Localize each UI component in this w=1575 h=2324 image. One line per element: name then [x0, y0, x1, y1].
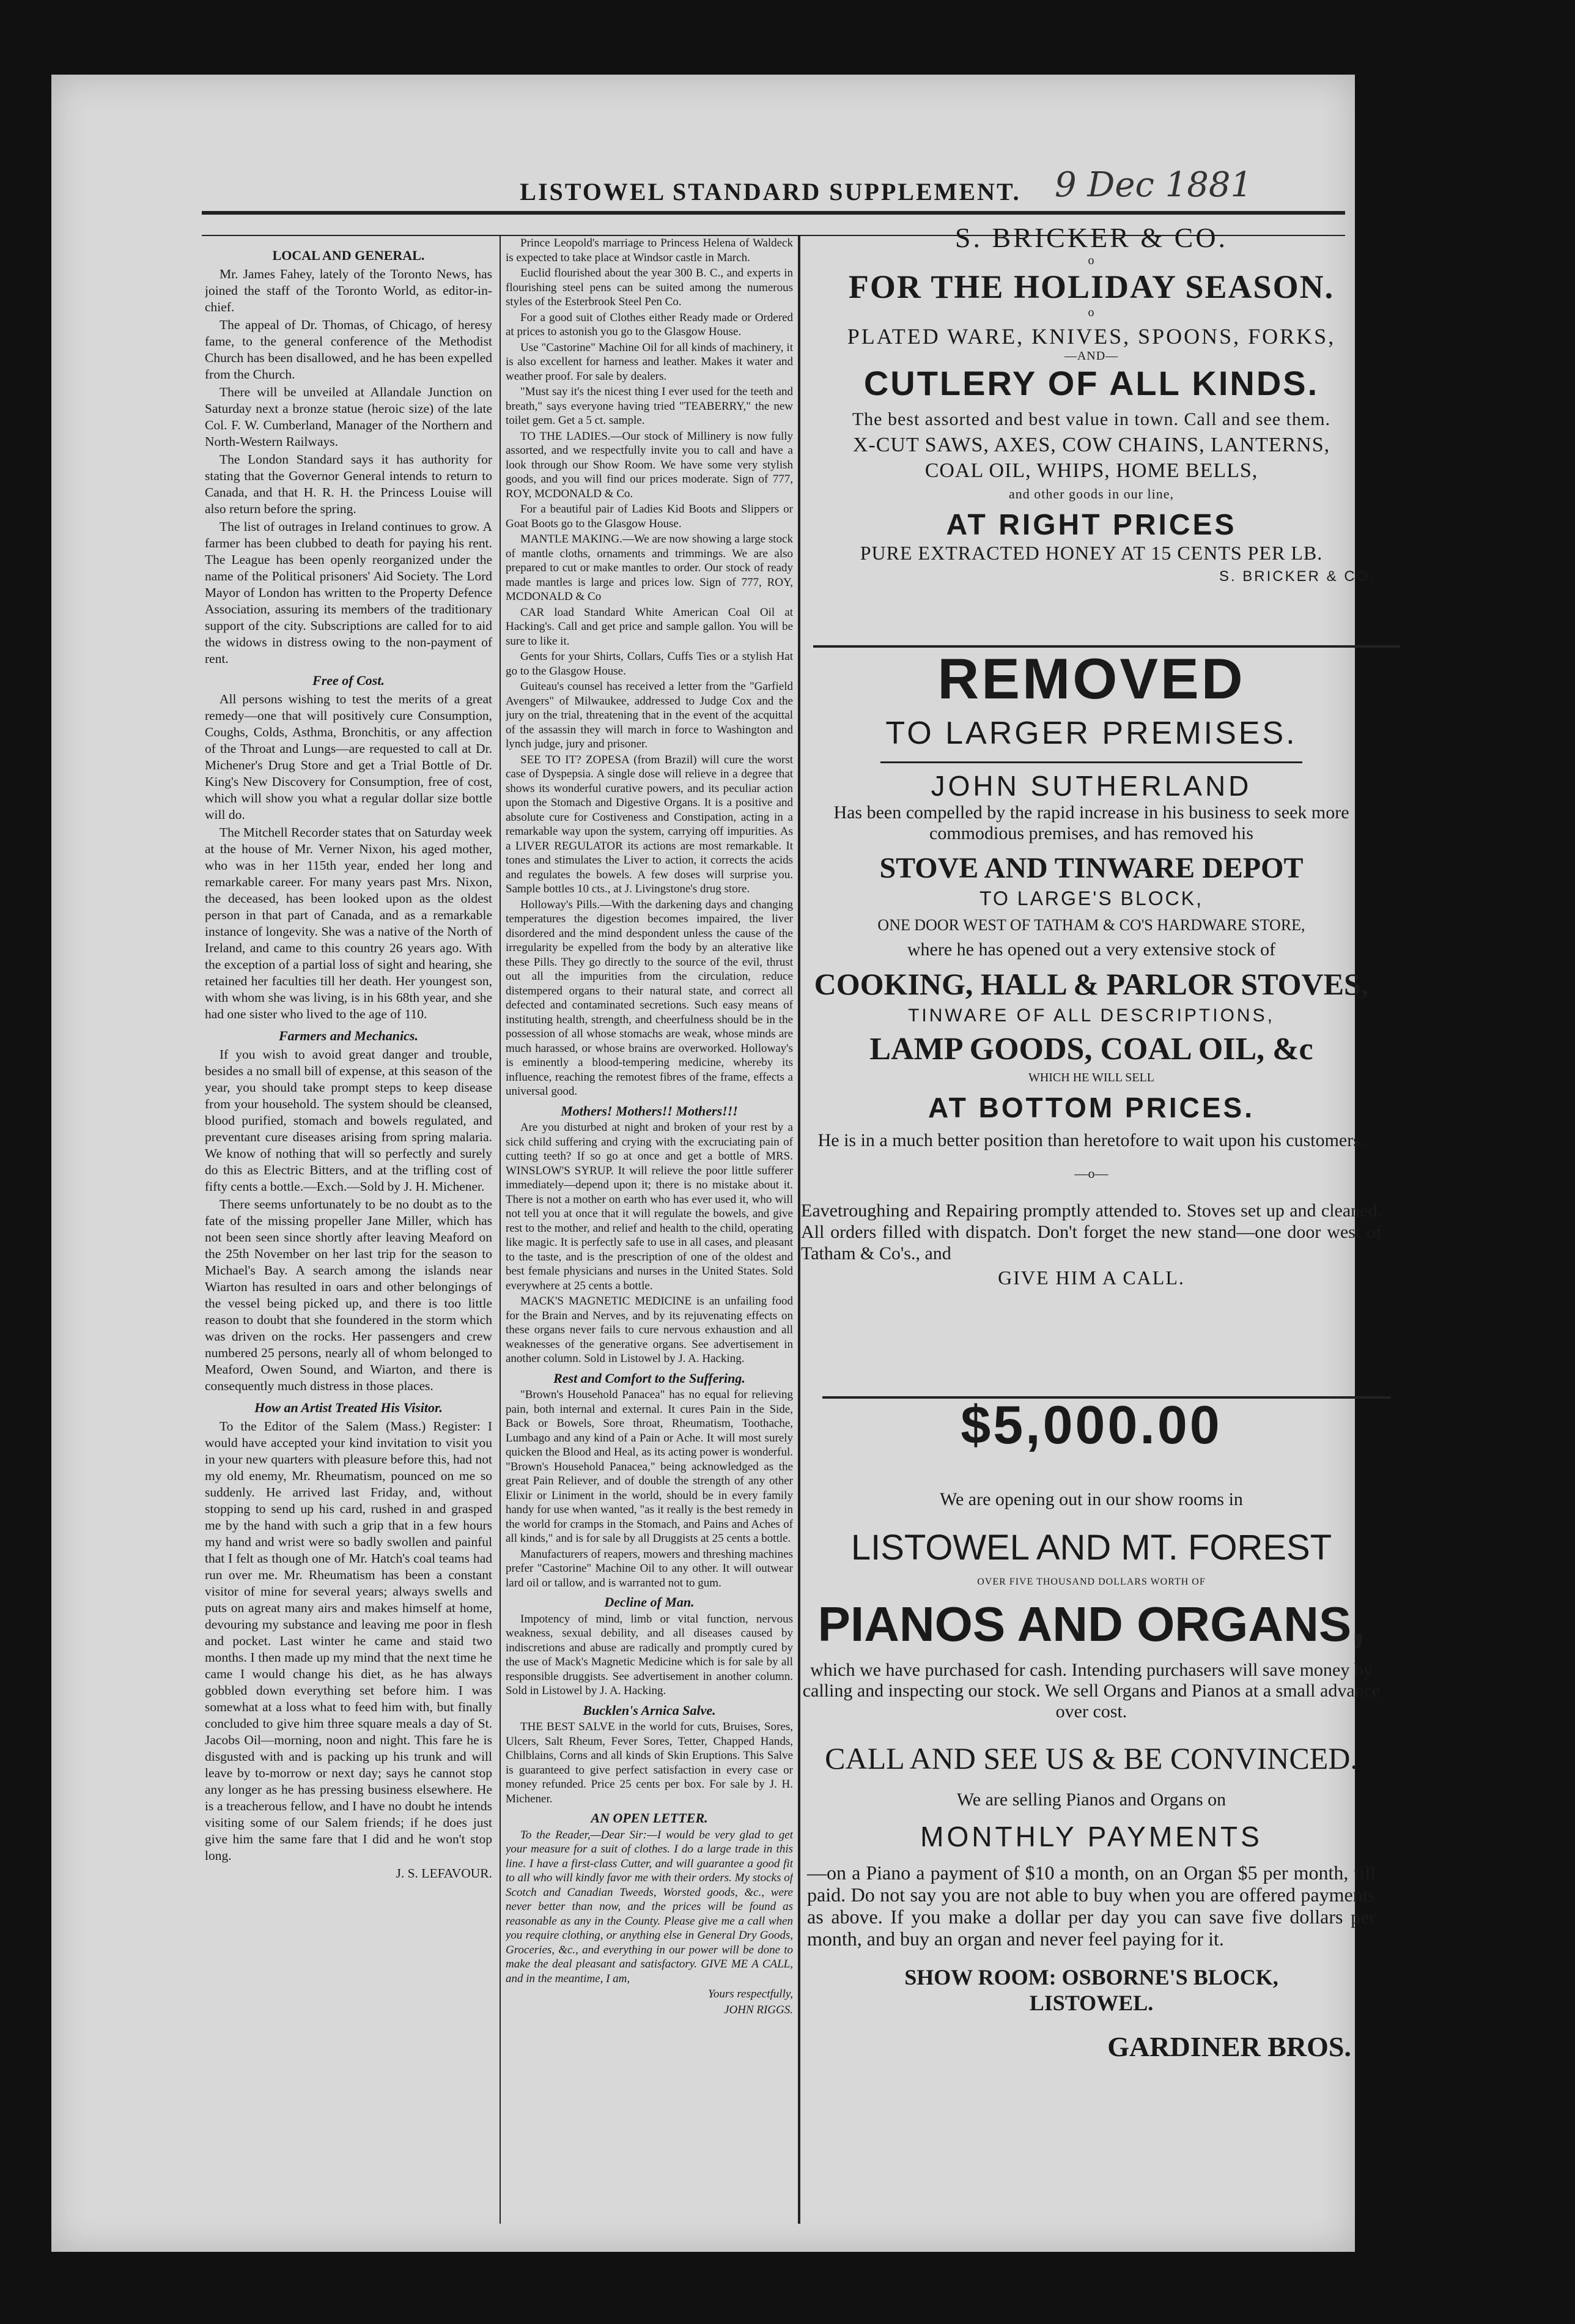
- ornament: o: [1088, 254, 1095, 267]
- ad-gardiner: [789, 1391, 1394, 2063]
- news-item: "Must say it's the nicest thing I ever used for the teeth and breath," says everyone having tried "TEABERRY," the new toilet gem. Get a 5 ct. sample.: [506, 385, 793, 427]
- item-heading: Mothers! Mothers!! Mothers!!!: [561, 1103, 738, 1119]
- news-item: All persons wishing to test the merits of a great remedy—one that will positively cure Consumption, Coughs, Colds, Asthma, Bronchitis, or any affection of the Throat and Lungs—are requested to call at Dr. Michener's Drug Store and get a Trial Bottle of Dr. King's New Discovery for Consumption, free of cost, which will show you what a regular dollar size bottle will do.: [205, 692, 492, 822]
- news-item: The Mitchell Recorder states that on Saturday week at the house of Mr. Verner Nixon, his aged mother, who was in her 115th year, ended her long and remarkable career. For many years past Mrs. Nixon, the deceased, has been looked upon as the oldest person in that part of Canada, and as a remarkable instance of longevity. She was a native of the North of Ireland, and came to this country 26 years ago. With the exception of a partial loss of sight and hearing, she retained her faculties till her death. Her youngest son, with whom she was living, is in his 68th year, and she had one sister who lived to the age of 110.: [205, 825, 492, 1021]
- news-item: Are you disturbed at night and broken of your rest by a sick child suffering and crying with the excruciating pain of cutting teeth? If so go at once and get a bottle of MRS. WINSLOW'S SYRUP. It will relieve the poor little sufferer immediately—depend upon it; there is no mistake about it. There is not a mother on earth who has ever used it, who will not tell you at once that it will regulate the bowels, and give rest to the mother, and relief and health to the child, operating like magic. It is perfectly safe to use in all cases, and pleasant to the taste, and is the prescription of one of the oldest and best female physicians and nurses in the United States. Sold everywhere at 25 cents a bottle.: [506, 1121, 793, 1292]
- ad-headline: FOR THE HOLIDAY SEASON.: [848, 268, 1335, 305]
- ad-line: LAMP GOODS, COAL OIL, &c: [869, 1032, 1313, 1067]
- news-item: CAR load Standard White American Coal Oil at Hacking's. Call and get price and sample gallon. You will be sure to like it.: [506, 605, 793, 648]
- ad-line: LISTOWEL AND MT. FOREST: [850, 1528, 1332, 1567]
- ad-line: Has been compelled by the rapid increase in his business to seek more commodious premises, and has removed his: [833, 802, 1349, 843]
- news-item: Mr. James Fahey, lately of the Toronto News, has joined the staff of the Toronto World, as editor-in-chief.: [205, 267, 492, 314]
- news-item: "Brown's Household Panacea" has no equal for relieving pain, both internal and external. It cures Pain in the Side, Back or Bowels, Sore throat, Rheumatism, Toothache, Lumbago and any kind of a Pain or Ache. It will most surely quicken the Blood and Heal, as its acting power is wonderful. "Brown's Household Panacea," being acknowledged as the great Pain Reliever, and of double the strength of any other Elixir or Liniment in the world, should be in every family handy for use when wanted, "as it really is the best remedy in the world for cramps in the Stomach, and Pains and Aches of all kinds," and is for sale by all Druggists at 25 cents a bottle.: [506, 1388, 793, 1545]
- ad-line: CALL AND SEE US & BE CONVINCED.: [825, 1741, 1358, 1775]
- ad-line: COOKING, HALL & PARLOR STOVES,: [814, 967, 1369, 1001]
- letter-text: To the Reader,—Dear Sir:—I would be very glad to get your measure for a suit of clothes. I do a large trade in this line. I have a first-class Cutter, and will guarantee a good fit to all who will kindly favor me with their orders. My stocks of Scotch and Canadian Tweeds, Worsted goods, &c., were never better than now, and the prices will be found as reasonable as any in the County. Please give me a call when you require clothing, or anything else in General Dry Goods, Groceries, &c., and everything in our power will be done to make the deal pleasant and satisfactory. GIVE ME A CALL, and in the meantime, I am,: [506, 1828, 793, 1985]
- ad-line: SHOW ROOM: OSBORNE'S BLOCK,: [904, 1965, 1278, 1989]
- column-divider-1: [500, 236, 501, 2224]
- ad-line: WHICH HE WILL SELL: [1028, 1071, 1155, 1084]
- ad-bricker: [789, 221, 1394, 585]
- ad-firm-name: S. BRICKER & CO.: [954, 222, 1228, 253]
- ad-line: The best assorted and best value in town. Call and see them.: [852, 409, 1331, 429]
- item-heading: AN OPEN LETTER.: [591, 1810, 708, 1826]
- ad-headline: REMOVED: [937, 646, 1245, 711]
- news-item: Manufacturers of reapers, mowers and threshing machines prefer "Castorine" Machine Oil to any other. It will outwear lard oil or tallow, and is warranted not to gum.: [506, 1547, 793, 1589]
- ad-line: TO LARGER PREMISES.: [885, 716, 1297, 751]
- ad-line: Eavetroughing and Repairing promptly attended to. Stoves set up and cleaned. All orders filled with dispatch. Don't forget the new stand—one door west of Tatham & Co's., and: [801, 1201, 1382, 1264]
- news-item: Impotency of mind, limb or vital function, nervous weakness, sexual debility, and all diseases caused by indiscretions and abuse are radically and promptly cured by the use of Mack's Magnetic Medicine which is for sale by all responsible druggists. See advertisement in another column. Sold in Listowel by J. A. Hacking.: [506, 1612, 793, 1697]
- item-heading: Decline of Man.: [604, 1594, 695, 1610]
- letter-text: To the Editor of the Salem (Mass.) Register: I would have accepted your kind invitation to visit you in your new quarters with pleasure before this, had not my old enemy, Mr. Rheumatism, pounced on me so suddenly. He arrived last Friday, and, without stopping to send up his card, rushed in and grasped me by the hand with such a grip that in a few hours my hand and wrist were so badly swollen and painful that I felt as though one of Mr. Hatch's coal teams had run over me. Mr. Rheumatism has been a constant visitor of mine for several years; always swells and puts on agreat many airs and makes himself at home, devouring my substance and leaving me poor in flesh and pocket. Last winter he came and staid two months. I then made up my mind that the next time he came I would change his diet, as he has always gobbled down everything set before him. I was somewhat at a loss what to feed him with, but finally concluded to give him three square meals a day of St. Jacobs Oil—morning, noon and night. This fare he is disgusted with and is packing up his trunk and will leave by to-morrow or next day; says he cannot stop any longer as he has pressing business elsewhere. He is a treacherous fellow, and I have no doubt he intends visiting some of our Salem friends; if he does just give him the same fare that I did and he won't stop long.: [205, 1419, 492, 1863]
- ad-line: PURE EXTRACTED HONEY AT 15 CENTS PER LB.: [860, 542, 1323, 564]
- news-item: For a good suit of Clothes either Ready made or Ordered at prices to astonish you go to the Glasgow House.: [506, 311, 793, 338]
- ad-line: MONTHLY PAYMENTS: [920, 1821, 1263, 1852]
- item-heading: Rest and Comfort to the Suffering.: [553, 1370, 745, 1386]
- section-heading: LOCAL AND GENERAL.: [272, 248, 425, 263]
- news-item: THE BEST SALVE in the world for cuts, Bruises, Sores, Ulcers, Salt Rheum, Fever Sores, Tetter, Chapped Hands, Chilblains, Corns and all kinds of Skin Eruptions. This Salve is guaranteed to give perfect satisfaction in every case or money refunded. Price 25 cents per box. For sale by J. H. Michener.: [506, 1720, 793, 1805]
- ad-signature: GARDINER BROS.: [1107, 2031, 1351, 2062]
- ad-sutherland: [789, 645, 1394, 1289]
- item-heading: Free of Cost.: [312, 673, 385, 688]
- ad-line: AT RIGHT PRICES: [946, 509, 1237, 541]
- ad-line: LISTOWEL.: [1029, 1991, 1154, 2015]
- news-item: Guiteau's counsel has received a letter from the "Garfield Avengers" of Milwaukee, addressed to Judge Cox and the jury on the trial, threatening that in the event of the acquittal of the assassin they will march in force to Washington and lynch judge, jury and prisoner.: [506, 680, 793, 750]
- ad-rule: [880, 761, 1302, 763]
- news-item: Prince Leopold's marriage to Princess Helena of Waldeck is expected to take place at Windsor castle in March.: [506, 237, 793, 264]
- ad-line: STOVE AND TINWARE DEPOT: [879, 852, 1304, 884]
- item-heading: Farmers and Mechanics.: [279, 1028, 418, 1043]
- news-item: Gents for your Shirts, Collars, Cuffs Ties or a stylish Hat go to the Glasgow House.: [506, 650, 793, 678]
- ad-line: S. BRICKER & CO.: [1219, 568, 1376, 585]
- handwritten-date: 9 Dec 1881: [1055, 165, 1253, 205]
- news-item: There seems unfortunately to be no doubt as to the fate of the missing propeller Jane Miller, which has not been seen since shortly after leaving Meaford on the 25th November on her last trip for the season to Michael's Bay. A search among the islands near Wiarton has resulted in oars and other belongings of the vessel being picked up, and there is too little reason to doubt that she foundered in the storm which was driven on the rocks. Her passengers and crew numbered 25 persons, nearly all of whom belonged to Meaford, Owen Sound, and Wiarton, and there is consequently much distress in those places.: [205, 1197, 492, 1393]
- letter-signature: JOHN RIGGS.: [724, 2003, 793, 2016]
- ad-line: ONE DOOR WEST OF TATHAM & CO'S HARDWARE STORE,: [877, 916, 1305, 934]
- ad-line: —AND—: [1064, 349, 1119, 363]
- ad-line: TO LARGE'S BLOCK,: [979, 887, 1203, 909]
- news-item: The London Standard says it has authority for stating that the Governor General intends to return to Canada, and that H. R. H. the Princess Louise will also return before the spring.: [205, 452, 492, 516]
- letter-closing: Yours respectfully,: [708, 1988, 793, 2000]
- news-item: There will be unveiled at Allandale Junction on Saturday next a bronze statue (heroic size) of the late Col. F. W. Cumberland, Manager of the Northern and North-Western Railways.: [205, 385, 492, 449]
- ad-line: We are opening out in our show rooms in: [940, 1489, 1243, 1509]
- ad-line: We are selling Pianos and Organs on: [956, 1789, 1226, 1810]
- news-item: The list of outrages in Ireland continues to grow. A farmer has been clubbed to death for paying his rent. The League has been openly reorganized under the name of the Political prisoners' Aid Society. The Lord Mayor of London has written to the Property Defence Association, assuring its members of the traditionary support of the city. Subscriptions are called for to aid the widows in distress owing to the non-payment of rent.: [205, 519, 492, 666]
- news-item: Holloway's Pills.—With the darkening days and changing temperatures the digestion becomes impaired, the liver disordered and the mind despondent unless the cause of the irregularity be expelled from the body by an alterative like these Pills. They go directly to the source of the evil, thrust out all the impurities from the circulation, reduce distempered organs to their natural state, and correct all defected and contaminated secretions. Such easy means of instituting health, strength, and cheerfulness should be in the possession of all whose stomachs are weak, whose minds are much harassed, or whose brains are overworked. Holloway's is eminently a blood-tempering medicine, whereby its influence, reaching the remotest fibres of the frame, effects a universal good.: [506, 898, 793, 1098]
- ad-line: TINWARE OF ALL DESCRIPTIONS,: [908, 1005, 1275, 1026]
- masthead-rule: [202, 211, 1345, 215]
- news-item: MACK'S MAGNETIC MEDICINE is an unfailing food for the Brain and Nerves, and by its rejuvenating effects on these organs never fails to cure nervous exhaustion and all weaknesses of the generative organs. See advertisement in another column. Sold in Listowel by J. A. Hacking.: [506, 1295, 793, 1365]
- ad-line: where he has opened out a very extensive stock of: [907, 939, 1276, 960]
- ad-line: —on a Piano a payment of $10 a month, on an Organ $5 per month, till paid. Do not say you are not able to buy when you are offered payments as above. If you make a dollar per day you can save five dollars per month, and buy an organ and never feel paying for it.: [807, 1862, 1376, 1950]
- ad-line: PLATED WARE, KNIVES, SPOONS, FORKS,: [847, 324, 1336, 349]
- ad-line: AT BOTTOM PRICES.: [928, 1092, 1255, 1123]
- ad-line: OVER FIVE THOUSAND DOLLARS WORTH OF: [977, 1577, 1206, 1587]
- ad-line: which we have purchased for cash. Intending purchasers will save money by calling and inspecting our stock. We sell Organs and Pianos at a small advance over cost.: [802, 1660, 1381, 1722]
- news-item: For a beautiful pair of Ladies Kid Boots and Slippers or Goat Boots go to the Glasgow House.: [506, 503, 793, 530]
- masthead: LISTOWEL STANDARD SUPPLEMENT.: [520, 178, 1021, 205]
- ad-line: GIVE HIM A CALL.: [998, 1267, 1185, 1289]
- item-heading: How an Artist Treated His Visitor.: [254, 1400, 443, 1415]
- ad-line: PIANOS AND ORGANS,: [817, 1597, 1365, 1651]
- news-item: Use "Castorine" Machine Oil for all kinds of machinery, it is also excellent for harness and leather. Makes it water and weather proof. For sale by dealers.: [506, 341, 793, 383]
- news-item: TO THE LADIES.—Our stock of Millinery is now fully assorted, and we respectfully invite you to call and have a look through our Show Room. We have some very stylish goods, and you will find our prices moderate. Sign of 777, ROY, MCDONALD & Co.: [506, 429, 793, 500]
- ad-line: COAL OIL, WHIPS, HOME BELLS,: [924, 459, 1258, 482]
- news-item: SEE TO IT? ZOPESA (from Brazil) will cure the worst case of Dyspepsia. A single dose will relieve in a degree that shows its wonderful curative powers, and its peculiar action upon the Stomach and Digestive Organs. It is a positive and absolute cure for Costiveness and Constipation, acting in a remarkable way upon the system, carrying off impurities. As a LIVER REGULATOR its actions are most remarkable. It tones and stimulates the Liver to action, it corrects the acids and regulates the bowels. A few doses will surprise you. Sample bottles 10 cts., at J. Livingstone's drug store.: [506, 753, 793, 895]
- news-item: MANTLE MAKING.—We are now showing a large stock of mantle cloths, ornaments and trimmings. We are also prepared to cut or make mantles to order. Our stock of ready made mantles is large and prices low. Sign of 777, ROY, MCDONALD & Co: [506, 533, 793, 603]
- ad-headline: $5,000.00: [961, 1394, 1222, 1455]
- item-heading: Bucklen's Arnica Salve.: [583, 1702, 716, 1718]
- ad-line: X-CUT SAWS, AXES, COW CHAINS, LANTERNS,: [852, 434, 1330, 456]
- column-local-and-general: [205, 243, 492, 2225]
- news-item: The appeal of Dr. Thomas, of Chicago, of heresy fame, to the general conference of the Methodist Church has been disallowed, and he has been expelled from the Church.: [205, 317, 492, 382]
- ad-line: CUTLERY OF ALL KINDS.: [863, 364, 1319, 402]
- news-item: If you wish to avoid great danger and trouble, besides a no small bill of expense, at this season of the year, you should take prompt steps to keep disease from your household. The system should be cleansed, blood purified, stomach and bowels regulated, and preventant cure diseases arising from spring malaria. We know of nothing that will so perfectly and surely do this as Electric Bitters, and at the trifling cost of fifty cents a bottle.—Exch.—Sold by J. H. Michener.: [205, 1047, 492, 1194]
- column-advertisements-news: [506, 236, 793, 2224]
- letter-signature: J. S. LEFAVOUR.: [396, 1866, 492, 1881]
- ornament: o: [1088, 306, 1095, 319]
- ornament: —o—: [1074, 1166, 1108, 1181]
- ad-line: and other goods in our line,: [1009, 486, 1174, 501]
- ad-name: JOHN SUTHERLAND: [931, 770, 1252, 802]
- news-item: Euclid flourished about the year 300 B. C., and experts in flourishing steel pens can be suited among the numerous styles of the Esterbrook Steel Pen Co.: [506, 267, 793, 308]
- ad-line: He is in a much better position than heretofore to wait upon his customers.: [817, 1130, 1365, 1150]
